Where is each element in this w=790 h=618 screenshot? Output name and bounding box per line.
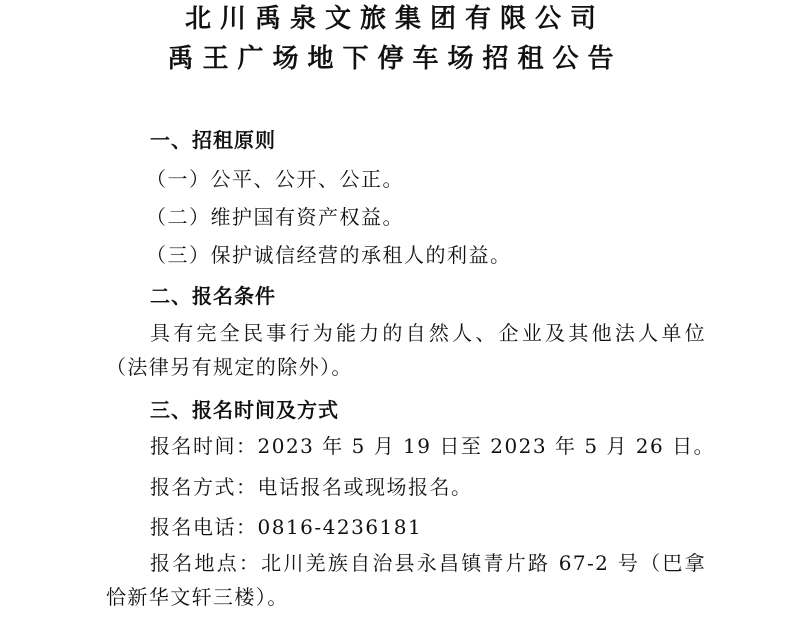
section1-item-1: （一）公平、公开、公正。 xyxy=(146,167,404,191)
registration-time: 报名时间：2023 年 5 月 19 日至 2023 年 5 月 26 日。 xyxy=(150,434,716,458)
registration-address: 报名地点：北川羌族自治县永昌镇青片路 67-2 号（巴拿恰新华文轩三楼）。 xyxy=(106,551,706,609)
notice-title: 禹王广场地下停车场招租公告 xyxy=(167,44,623,74)
section2-heading: 二、报名条件 xyxy=(150,284,276,308)
section1-item-2: （二）维护国有资产权益。 xyxy=(146,205,404,229)
section1-item-3: （三）保护诚信经营的承租人的利益。 xyxy=(146,243,512,267)
registration-method: 报名方式：电话报名或现场报名。 xyxy=(150,475,473,499)
company-title: 北川禹泉文旅集团有限公司 xyxy=(184,4,605,34)
registration-phone: 报名电话：0816-4236181 xyxy=(150,515,423,539)
section2-paragraph: 具有完全民事行为能力的自然人、企业及其他法人单位（法律另有规定的除外）。 xyxy=(106,321,706,379)
section1-heading: 一、招租原则 xyxy=(150,128,276,152)
section3-heading: 三、报名时间及方式 xyxy=(150,398,339,422)
